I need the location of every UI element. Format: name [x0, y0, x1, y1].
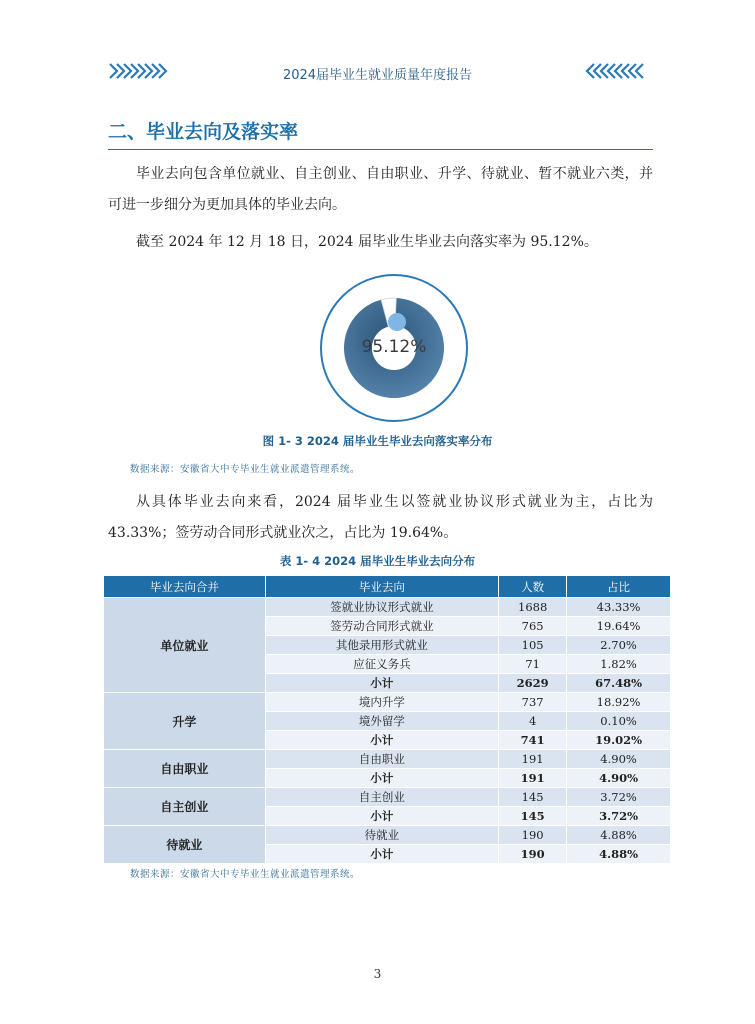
page-number: 3: [373, 967, 382, 981]
count-cell: 190: [499, 826, 567, 845]
table-row: [104, 788, 671, 807]
count-cell: 191: [499, 769, 567, 788]
count-cell: 145: [499, 788, 567, 807]
percent-cell: 0.10%: [567, 712, 671, 731]
rate-donut-chart: [318, 272, 470, 424]
figure-caption: 图 1- 3 2024 届毕业生毕业去向落实率分布: [262, 434, 493, 448]
count-cell: 4: [499, 712, 567, 731]
destination-cell: 小计: [265, 845, 499, 864]
header-destination: 毕业去向: [265, 576, 499, 598]
paragraph-intro: 毕业去向包含单位就业、自主创业、自由职业、升学、待就业、暂不就业六类，并可进一步细分为更加具体的毕业去向。: [108, 166, 653, 213]
table-row: [104, 598, 671, 617]
figure-source: 数据来源：安徽省大中专毕业生就业派遣管理系统。: [130, 464, 361, 475]
group-name-cell: 升学: [104, 693, 266, 750]
destination-cell: 境外留学: [265, 712, 499, 731]
percent-cell: 19.64%: [567, 617, 671, 636]
header-percent: 占比: [567, 576, 671, 598]
table-header-row: [104, 576, 671, 598]
group-name-cell: 自主创业: [104, 788, 266, 826]
destination-cell: 小计: [265, 769, 499, 788]
table-caption: 表 1- 4 2024 届毕业生毕业去向分布: [279, 554, 476, 568]
header-chevrons-right-icon: [585, 61, 645, 81]
count-cell: 737: [499, 693, 567, 712]
percent-cell: 19.02%: [567, 731, 671, 750]
table-row: [104, 693, 671, 712]
percent-cell: 4.88%: [567, 845, 671, 864]
group-name-cell: 单位就业: [104, 598, 266, 693]
destination-table: [103, 575, 671, 864]
header-count: 人数: [499, 576, 567, 598]
count-cell: 190: [499, 845, 567, 864]
header-group: 毕业去向合并: [104, 576, 266, 598]
percent-cell: 18.92%: [567, 693, 671, 712]
count-cell: 741: [499, 731, 567, 750]
destination-cell: 待就业: [265, 826, 499, 845]
percent-cell: 43.33%: [567, 598, 671, 617]
count-cell: 145: [499, 807, 567, 826]
donut-highlight: [388, 313, 406, 331]
destination-cell: 小计: [265, 674, 499, 693]
table-source: 数据来源：安徽省大中专毕业生就业派遣管理系统。: [130, 869, 361, 880]
destination-cell: 小计: [265, 807, 499, 826]
destination-cell: 签劳动合同形式就业: [265, 617, 499, 636]
donut-center-label: 95.12%: [361, 337, 427, 357]
count-cell: 191: [499, 750, 567, 769]
percent-cell: 4.90%: [567, 769, 671, 788]
section-title: 二、毕业去向及落实率: [108, 121, 299, 143]
percent-cell: 4.88%: [567, 826, 671, 845]
count-cell: 71: [499, 655, 567, 674]
destination-cell: 自主创业: [265, 788, 499, 807]
header-title: 2024届毕业生就业质量年度报告: [282, 68, 473, 83]
percent-cell: 67.48%: [567, 674, 671, 693]
paragraph-detail: 从具体毕业去向来看，2024 届毕业生以签就业协议形式就业为主，占比为 43.33%；签劳动合同形式就业次之，占比为 19.64%。: [108, 494, 653, 541]
destination-cell: 自由职业: [265, 750, 499, 769]
count-cell: 1688: [499, 598, 567, 617]
count-cell: 105: [499, 636, 567, 655]
destination-cell: 其他录用形式就业: [265, 636, 499, 655]
table-row: [104, 750, 671, 769]
destination-cell: 签就业协议形式就业: [265, 598, 499, 617]
destination-cell: 境内升学: [265, 693, 499, 712]
group-name-cell: 待就业: [104, 826, 266, 864]
destination-cell: 应征义务兵: [265, 655, 499, 674]
paragraph-rate: 截至 2024 年 12 月 18 日，2024 届毕业生毕业去向落实率为 95.12%。: [136, 234, 598, 250]
table-row: [104, 826, 671, 845]
destination-cell: 小计: [265, 731, 499, 750]
percent-cell: 3.72%: [567, 807, 671, 826]
percent-cell: 3.72%: [567, 788, 671, 807]
group-name-cell: 自由职业: [104, 750, 266, 788]
section-divider: [108, 149, 653, 150]
percent-cell: 4.90%: [567, 750, 671, 769]
count-cell: 2629: [499, 674, 567, 693]
count-cell: 765: [499, 617, 567, 636]
percent-cell: 2.70%: [567, 636, 671, 655]
percent-cell: 1.82%: [567, 655, 671, 674]
